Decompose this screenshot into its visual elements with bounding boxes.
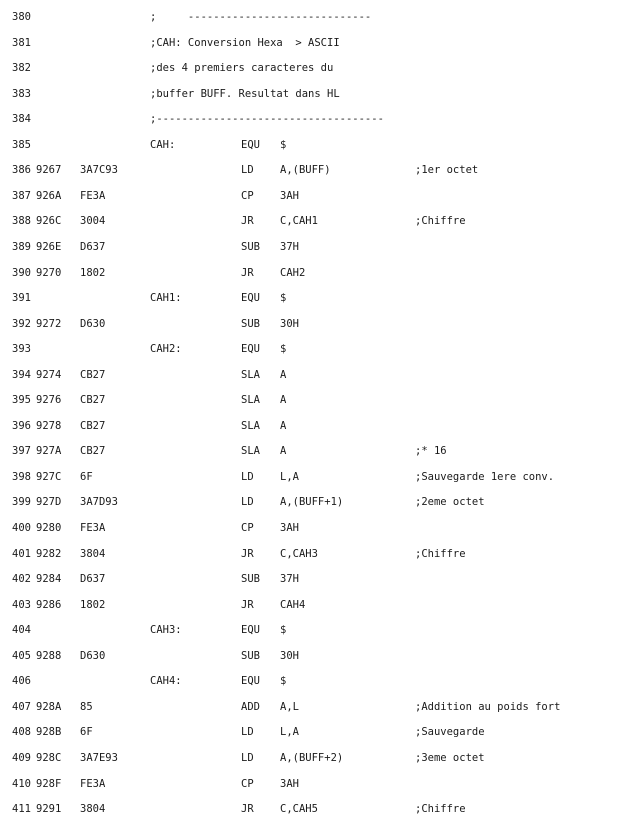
machine-code: 6F xyxy=(80,470,93,483)
listing-row xyxy=(0,572,628,586)
line-number: 407 xyxy=(12,700,31,713)
operand: 3AH xyxy=(280,189,299,202)
label: CAH4: xyxy=(150,675,182,688)
listing-row xyxy=(0,317,628,331)
listing-row xyxy=(0,393,628,407)
address: 9272 xyxy=(36,317,62,330)
comment-line: ;CAH: Conversion Hexa > ASCII xyxy=(150,36,340,49)
line-number: 386 xyxy=(12,164,31,177)
line-number: 404 xyxy=(12,624,31,637)
listing-row xyxy=(0,214,628,228)
operand: C,CAH5 xyxy=(280,803,318,816)
machine-code: FE3A xyxy=(80,522,106,534)
listing-row xyxy=(0,163,628,177)
mnemonic: JR xyxy=(241,803,254,816)
listing-row xyxy=(0,777,628,791)
operand: A,(BUFF) xyxy=(280,164,331,177)
comment: ;Chiffre xyxy=(415,215,466,228)
listing-row xyxy=(0,61,628,75)
mnemonic: LD xyxy=(241,726,254,739)
listing-row xyxy=(0,240,628,254)
listing-row xyxy=(0,368,628,382)
line-number: 392 xyxy=(12,317,31,330)
machine-code: CB27 xyxy=(80,394,106,407)
address: 928B xyxy=(36,726,62,739)
mnemonic: JR xyxy=(241,547,254,560)
operand: A xyxy=(280,445,287,458)
address: 9291 xyxy=(36,803,62,816)
mnemonic: ADD xyxy=(241,700,260,713)
comment-line: ;buffer BUFF. Resultat dans HL xyxy=(150,87,340,100)
listing-row xyxy=(0,266,628,280)
machine-code: CB27 xyxy=(80,445,106,458)
machine-code: 3804 xyxy=(80,803,106,816)
listing-row xyxy=(0,598,628,612)
line-number: 389 xyxy=(12,240,31,253)
operand: 30H xyxy=(280,649,299,662)
listing-row xyxy=(0,36,628,50)
machine-code: 1802 xyxy=(80,266,106,279)
operand: A,L xyxy=(280,700,299,713)
listing-row xyxy=(0,674,628,688)
listing-row xyxy=(0,291,628,305)
line-number: 384 xyxy=(12,113,31,126)
machine-code: D637 xyxy=(80,240,106,253)
operand: $ xyxy=(280,138,287,151)
label: CAH3: xyxy=(150,624,182,637)
listing-row xyxy=(0,521,628,535)
mnemonic: SUB xyxy=(241,317,260,330)
listing-row xyxy=(0,444,628,458)
line-number: 401 xyxy=(12,547,31,560)
mnemonic: SUB xyxy=(241,573,260,586)
address: 9282 xyxy=(36,547,62,560)
listing-row xyxy=(0,751,628,765)
address: 927C xyxy=(36,470,62,483)
mnemonic: EQU xyxy=(241,292,260,305)
mnemonic: SUB xyxy=(241,240,260,253)
address: 926C xyxy=(36,215,62,228)
mnemonic: SLA xyxy=(241,445,260,458)
line-number: 409 xyxy=(12,751,31,764)
listing-row xyxy=(0,10,628,24)
listing-row xyxy=(0,419,628,433)
listing-row xyxy=(0,495,628,509)
operand: C,CAH3 xyxy=(280,547,318,560)
line-number: 402 xyxy=(12,573,31,586)
mnemonic: JR xyxy=(241,266,254,279)
address: 928A xyxy=(36,700,62,713)
line-number: 397 xyxy=(12,445,31,458)
operand: A xyxy=(280,394,287,407)
line-number: 381 xyxy=(12,36,31,49)
mnemonic: CP xyxy=(241,777,254,790)
operand: $ xyxy=(280,624,287,637)
line-number: 411 xyxy=(12,803,31,816)
operand: $ xyxy=(280,675,287,688)
line-number: 395 xyxy=(12,394,31,407)
line-number: 405 xyxy=(12,649,31,662)
machine-code: D630 xyxy=(80,317,106,330)
comment: ;Chiffre xyxy=(415,547,466,560)
machine-code: 3004 xyxy=(80,215,106,228)
address: 9274 xyxy=(36,368,62,381)
comment: ;Sauvegarde xyxy=(415,726,485,739)
operand: L,A xyxy=(280,470,299,483)
machine-code: D637 xyxy=(80,573,106,586)
line-number: 396 xyxy=(12,419,31,432)
comment: ;3eme octet xyxy=(415,751,485,764)
mnemonic: SLA xyxy=(241,394,260,407)
comment-line: ;------------------------------------ xyxy=(150,113,384,126)
label: CAH2: xyxy=(150,343,182,356)
label: CAH1: xyxy=(150,292,182,305)
line-number: 387 xyxy=(12,189,31,202)
mnemonic: CP xyxy=(241,522,254,534)
line-number: 400 xyxy=(12,522,31,534)
listing-row xyxy=(0,87,628,101)
operand: CAH4 xyxy=(280,598,306,611)
machine-code: 6F xyxy=(80,726,93,739)
line-number: 380 xyxy=(12,11,31,23)
line-number: 390 xyxy=(12,266,31,279)
label: CAH: xyxy=(150,138,176,151)
comment-line: ; ----------------------------- xyxy=(150,11,372,23)
operand: 37H xyxy=(280,573,299,586)
machine-code: 1802 xyxy=(80,598,106,611)
listing-row xyxy=(0,189,628,203)
machine-code: D630 xyxy=(80,649,106,662)
listing-row xyxy=(0,700,628,714)
machine-code: 85 xyxy=(80,700,93,713)
mnemonic: EQU xyxy=(241,343,260,356)
listing-row xyxy=(0,112,628,126)
line-number: 398 xyxy=(12,470,31,483)
mnemonic: EQU xyxy=(241,675,260,688)
mnemonic: LD xyxy=(241,164,254,177)
address: 9288 xyxy=(36,649,62,662)
address: 927A xyxy=(36,445,62,458)
listing-row xyxy=(0,649,628,663)
line-number: 408 xyxy=(12,726,31,739)
machine-code: 3804 xyxy=(80,547,106,560)
listing-row xyxy=(0,342,628,356)
mnemonic: EQU xyxy=(241,624,260,637)
line-number: 382 xyxy=(12,62,31,75)
comment: ;Sauvegarde 1ere conv. xyxy=(415,470,555,483)
listing-row xyxy=(0,802,628,816)
comment: ;Addition au poids fort xyxy=(415,700,561,713)
address: 9270 xyxy=(36,266,62,279)
mnemonic: SLA xyxy=(241,368,260,381)
address: 9280 xyxy=(36,522,62,534)
operand: L,A xyxy=(280,726,299,739)
listing-row xyxy=(0,547,628,561)
listing-row xyxy=(0,138,628,152)
operand: A,(BUFF+2) xyxy=(280,751,344,764)
line-number: 394 xyxy=(12,368,31,381)
line-number: 399 xyxy=(12,496,31,509)
mnemonic: LD xyxy=(241,470,254,483)
mnemonic: CP xyxy=(241,189,254,202)
machine-code: 3A7C93 xyxy=(80,164,118,177)
operand: C,CAH1 xyxy=(280,215,318,228)
address: 9276 xyxy=(36,394,62,407)
operand: 30H xyxy=(280,317,299,330)
comment-line: ;des 4 premiers caracteres du xyxy=(150,62,334,75)
operand: A,(BUFF+1) xyxy=(280,496,344,509)
mnemonic: SUB xyxy=(241,649,260,662)
machine-code: FE3A xyxy=(80,189,106,202)
mnemonic: EQU xyxy=(241,138,260,151)
operand: 37H xyxy=(280,240,299,253)
line-number: 385 xyxy=(12,138,31,151)
operand: 3AH xyxy=(280,522,299,534)
operand: A xyxy=(280,368,287,381)
line-number: 406 xyxy=(12,675,31,688)
operand: 3AH xyxy=(280,777,299,790)
listing-row xyxy=(0,470,628,484)
comment: ;* 16 xyxy=(415,445,447,458)
address: 9278 xyxy=(36,419,62,432)
mnemonic: SLA xyxy=(241,419,260,432)
listing-row xyxy=(0,623,628,637)
mnemonic: JR xyxy=(241,598,254,611)
machine-code: CB27 xyxy=(80,368,106,381)
operand: $ xyxy=(280,343,287,356)
machine-code: FE3A xyxy=(80,777,106,790)
comment: ;2eme octet xyxy=(415,496,485,509)
address: 926A xyxy=(36,189,62,202)
operand: $ xyxy=(280,292,287,305)
address: 928C xyxy=(36,751,62,764)
operand: CAH2 xyxy=(280,266,306,279)
mnemonic: LD xyxy=(241,496,254,509)
address: 9267 xyxy=(36,164,62,177)
address: 927D xyxy=(36,496,62,509)
machine-code: 3A7D93 xyxy=(80,496,118,509)
mnemonic: JR xyxy=(241,215,254,228)
mnemonic: LD xyxy=(241,751,254,764)
comment: ;1er octet xyxy=(415,164,479,177)
line-number: 388 xyxy=(12,215,31,228)
address: 926E xyxy=(36,240,62,253)
comment: ;Chiffre xyxy=(415,803,466,816)
address: 9284 xyxy=(36,573,62,586)
line-number: 391 xyxy=(12,292,31,305)
listing-row xyxy=(0,725,628,739)
line-number: 403 xyxy=(12,598,31,611)
address: 9286 xyxy=(36,598,62,611)
address: 928F xyxy=(36,777,62,790)
operand: A xyxy=(280,419,287,432)
machine-code: 3A7E93 xyxy=(80,751,118,764)
line-number: 410 xyxy=(12,777,31,790)
machine-code: CB27 xyxy=(80,419,106,432)
line-number: 383 xyxy=(12,87,31,100)
line-number: 393 xyxy=(12,343,31,356)
